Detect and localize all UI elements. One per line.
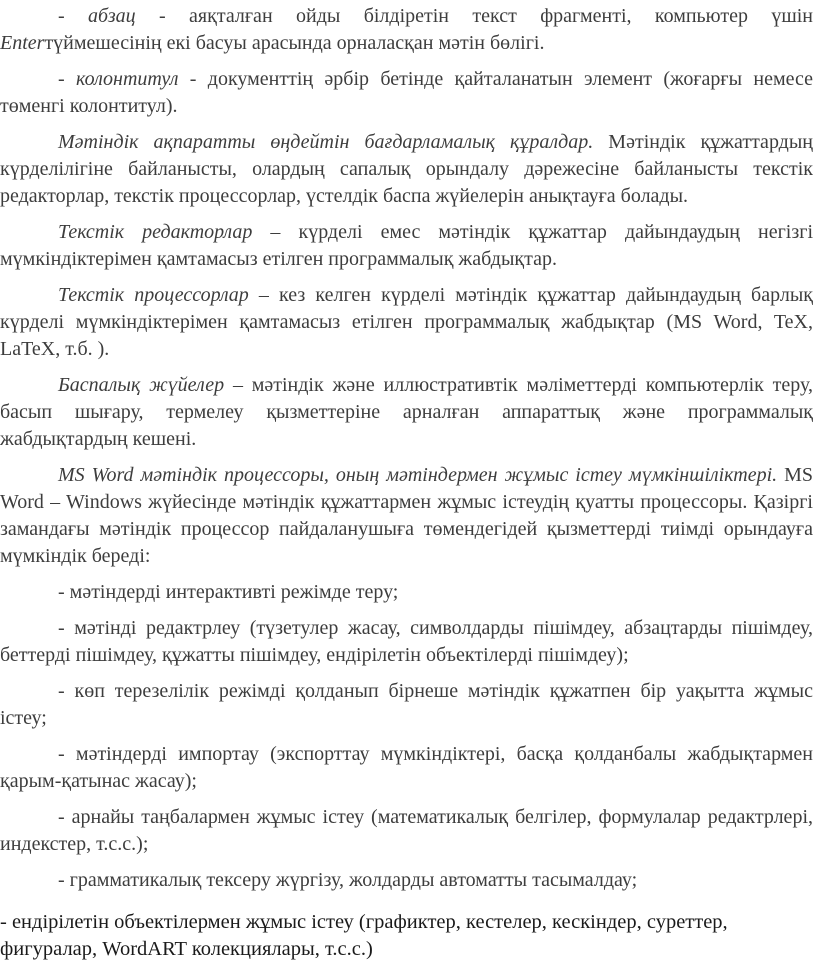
def-editors: – күрделі емес мәтіндік құжаттар дайындаудың негізгі мүмкіндіктерімен қамтамасыз етілген программалық жабдықтар. [0,221,814,270]
paragraph-tools [0,129,813,210]
def-kolontitul: документтің әрбір бетінде қайталанатын элемент (жоғарғы немесе төменгі колонтитул). [0,68,813,117]
term-editors: Текстік редакторлар [58,221,253,243]
term-kolontitul: колонтитул [76,68,179,90]
term-processors: Текстік процессорлар [58,284,249,306]
paragraph-processors [0,282,813,363]
list-item: - арнайы таңбалармен жұмыс істеу (математикалық белгілер, формулалар редактрлері, индекстер, т.с.с.); [0,806,813,855]
text-tools: Мәтіндік құжаттардың күрделілігіне байланысты, олардың сапалық орындалу дәрежесіне байланысты текстік редакторлар, текстік процессорлар, үстелдік баспа жүйелерін анықтауға болады. [0,131,813,207]
list-item: - мәтінді редактрлеу (түзетулер жасау, символдарды пішімдеу, абзацтарды пішімдеу, беттерді пішімдеу, құжатты пішімдеу, ендірілетін объектілерді пішімдеу); [0,617,813,666]
term-publishing: Баспалық жүйелер [58,374,225,396]
term-abzats: абзац [88,5,136,27]
heading-tools: Мәтіндік ақпаратты өңдейтін бағдарламалық құралдар. [58,131,594,153]
def-abzats: аяқталған ойды білдіретін текст фрагменті, компьютер үшін [189,5,813,27]
heading-msword: MS Word мәтіндік процессоры, оның мәтіндермен жұмыс істеу мүмкіншіліктері. [58,464,778,486]
paragraph-msword [0,462,813,570]
list-item: - көп терезелілік режімді қолданып бірнеше мәтіндік құжатпен бір уақытта жұмыс істеу; [0,680,813,729]
term-enter: Enter [0,32,45,54]
paragraph-abzats: - абзац - аяқталған ойды білдіретін текст фрагменті, компьютер үшін Enterтүймешесінің екі басуы арасында орналасқан мәтін бөлігі. [0,5,813,54]
paragraph-kolontitul: - колонтитул - документтің әрбір бетінде қайталанатын элемент (жоғарғы немесе төменгі колонтитул). [0,68,813,117]
def-processors: – кез келген күрделі мәтіндік құжаттар дайындаудың барлық күрделі мүмкіндіктерімен қамтамасыз етілген программалық жабдықтар (MS Word, TeX, LaTeX, т.б. ). [0,284,813,360]
def-publishing: – мәтіндік және иллюстративтік мәліметтерді компьютерлік теру, басып шығару, термелеу қызметтеріне арналған аппараттық және программалық жабдықтардың кешені. [0,374,813,450]
list-item: - мәтіндерді импортау (экспорттау мүмкіндіктері, басқа қолданбалы жабдықтармен қарым-қатынас жасау); [0,743,813,792]
list-item-last: - ендірілетін объектілермен жұмыс істеу (графиктер, кестелер, кескіндер, суреттер, фигуралар, WordART колекциялары, т.с.с.) [0,911,728,960]
list-item: - грамматикалық тексеру жүргізу, жолдарды автоматты тасымалдау; [58,869,638,891]
paragraph-publishing [0,372,813,453]
list-item: - мәтіндерді интерактивті режімде теру; [58,581,399,603]
text-msword: MS Word – Windows жүйесінде мәтіндік құжаттармен жұмыс істеудің қуатты процессоры. Қазіргі замандағы мәтіндік процессор пайдаланушыға төмендегідей қызметтерді тиімді орындауға мүмкіндік береді: [0,464,814,567]
paragraph-editors [0,219,813,273]
